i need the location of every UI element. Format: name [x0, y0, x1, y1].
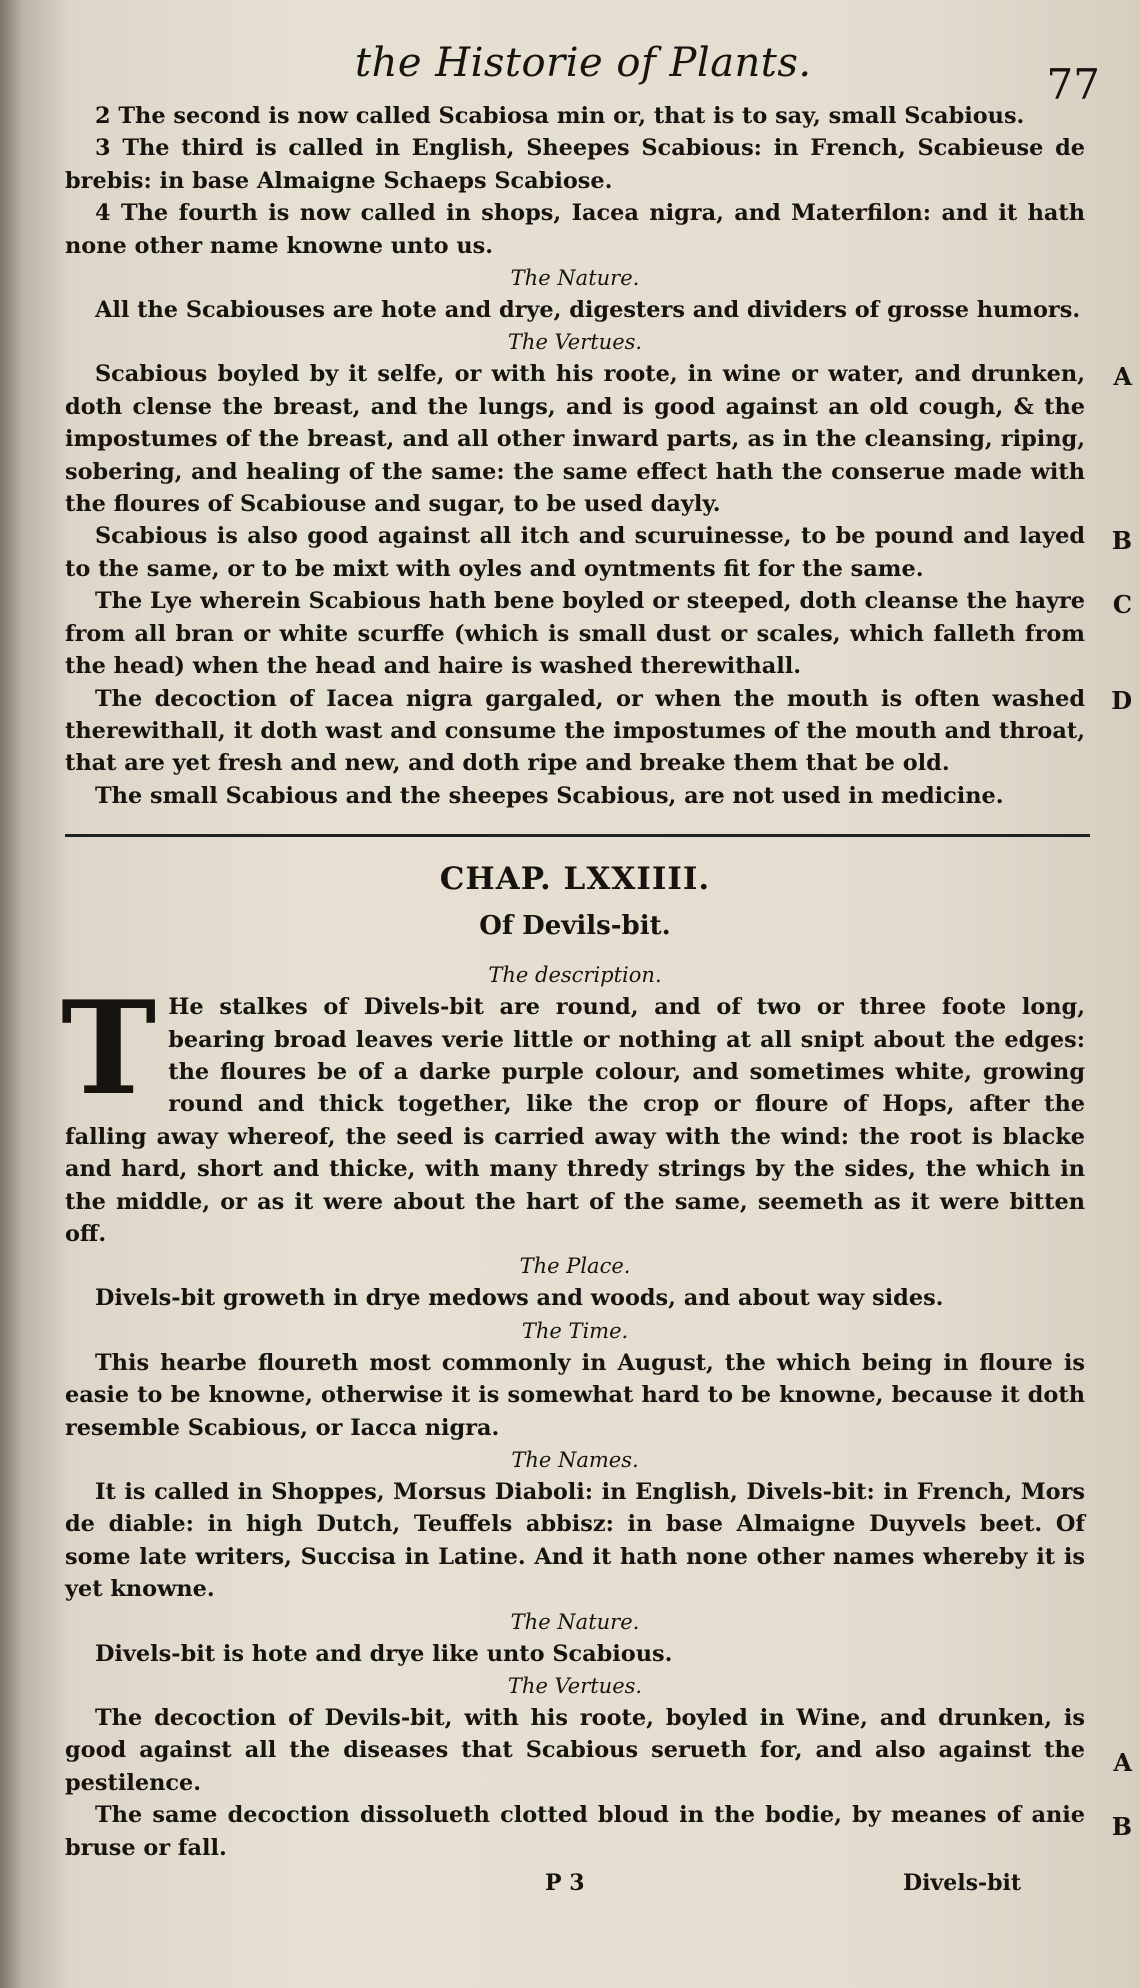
catchword: Divels-bit: [903, 1870, 1021, 1896]
scabious-vertue-2: Scabious is also good against all itch and scuruinesse, to be pound and layed to the same, or to be mixt with oyles and oyntments fit for the same.: [65, 523, 1085, 582]
scabious-vertue-5: The small Scabious and the sheepes Scabious, are not used in medicine.: [95, 782, 1004, 809]
text-block: [61, 100, 1085, 1864]
place-heading: The Place.: [519, 1254, 631, 1279]
scabious-vertue-4: The decoction of Iacea nigra gargaled, or when the mouth is often washed therewithall, it doth wast and consume the impostumes of the mouth and throat, that are yet fresh and new, and doth ripe and breake them that be old.: [65, 685, 1085, 777]
chapter-divider: [65, 834, 1090, 837]
scabious-vertue-1: Scabious boyled by it selfe, or with his roote, in wine or water, and drunken, doth clense the breast, and the lungs, and is good against an old cough, & the impostumes of the breast, and all other inward parts, as in the cleansing, riping, sobering, and healing of the same: the same effect hath the conserue made with the floures of Scabiouse and sugar, to be used dayly.: [65, 361, 1085, 518]
names-entry-4: 4 The fourth is now called in shops, Iacea nigra, and Materfilon: and it hath none other name knowne unto us.: [65, 200, 1085, 259]
names-heading: The Names.: [511, 1448, 639, 1472]
description-heading: The description.: [488, 963, 662, 988]
nature-heading: The Nature.: [510, 1609, 640, 1634]
page-number: 77: [1046, 60, 1100, 109]
scabious-nature-heading: The Nature.: [510, 266, 640, 291]
margin-letter-a: A: [1113, 362, 1132, 391]
vertue-2: The same decoction dissolueth clotted bloud in the bodie, by meanes of anie bruse or fall.: [65, 1802, 1085, 1861]
drop-cap: T: [61, 974, 157, 1125]
margin-letter-d: D: [1111, 686, 1132, 715]
place-text: Divels-bit groweth in drye medows and woods, and about way sides.: [95, 1285, 944, 1312]
margin-letter-b: B: [1111, 526, 1132, 555]
scabious-nature-text: All the Scabiouses are hote and drye, digesters and dividers of grosse humors.: [95, 297, 1081, 324]
chapter-title: Of Devils-bit.: [479, 911, 671, 942]
vertue-1: The decoction of Devils-bit, with his roote, boyled in Wine, and drunken, is good against all the diseases that Scabious serueth for, and also against the pestilence.: [65, 1705, 1085, 1796]
vertues-heading: The Vertues.: [507, 1674, 643, 1699]
names-entry-2: 2 The second is now called Scabiosa min or, that is to say, small Scabious.: [95, 103, 1025, 129]
margin-letter-b-2: B: [1111, 1812, 1132, 1841]
running-head: the Historie of Plants.: [355, 40, 812, 86]
margin-letter-c: C: [1112, 590, 1132, 619]
signature-mark: P 3: [545, 1870, 585, 1896]
time-heading: The Time.: [521, 1318, 629, 1343]
description-body: He stalkes of Divels-bit are round, and of two or three foote long, bearing broad leaves verie little or nothing at all snipt about the edges: the floures be of a darke purple colour, and sometimes white, growing round and thick together, like the crop or floure of Hops, after the falling away whereof, the seed is carried away with the wind: the root is blacke and hard, short and thicke, with many thredy strings by the sides, the which in the middle, or as it were about the hart of the same, seemeth as it were bitten off.: [65, 994, 1085, 1247]
scabious-vertues-heading: The Vertues.: [507, 330, 643, 355]
nature-text: Divels-bit is hote and drye like unto Scabious.: [95, 1640, 673, 1667]
time-text: This hearbe floureth most commonly in August, the which being in floure is easie to be knowne, otherwise it is somewhat hard to be knowne, because it doth resemble Scabious, or Iacca nigra.: [65, 1349, 1085, 1441]
page-footer: [0, 1870, 1140, 1910]
names-entry-3: 3 The third is called in English, Sheepes Scabious: in French, Scabieuse de brebis: in base Almaigne Schaeps Scabiose.: [65, 135, 1085, 194]
names-text: It is called in Shoppes, Morsus Diaboli: in English, Divels-bit: in French, Mors de diable: in high Dutch, Teuffels abbisz: in base Almaigne Duyvels beet. Of some late writers, Succisa in Latine. And it hath none other names whereby it is yet knowne.: [65, 1479, 1085, 1603]
chapter-number: CHAP. LXXIIII.: [439, 861, 711, 898]
scabious-vertue-3: The Lye wherein Scabious hath bene boyled or steeped, doth cleanse the hayre from all bran or white scurffe (which is small dust or scales, which falleth from the head) when the head and haire is washed therewithall.: [65, 588, 1085, 680]
margin-letter-a-2: A: [1113, 1748, 1132, 1777]
